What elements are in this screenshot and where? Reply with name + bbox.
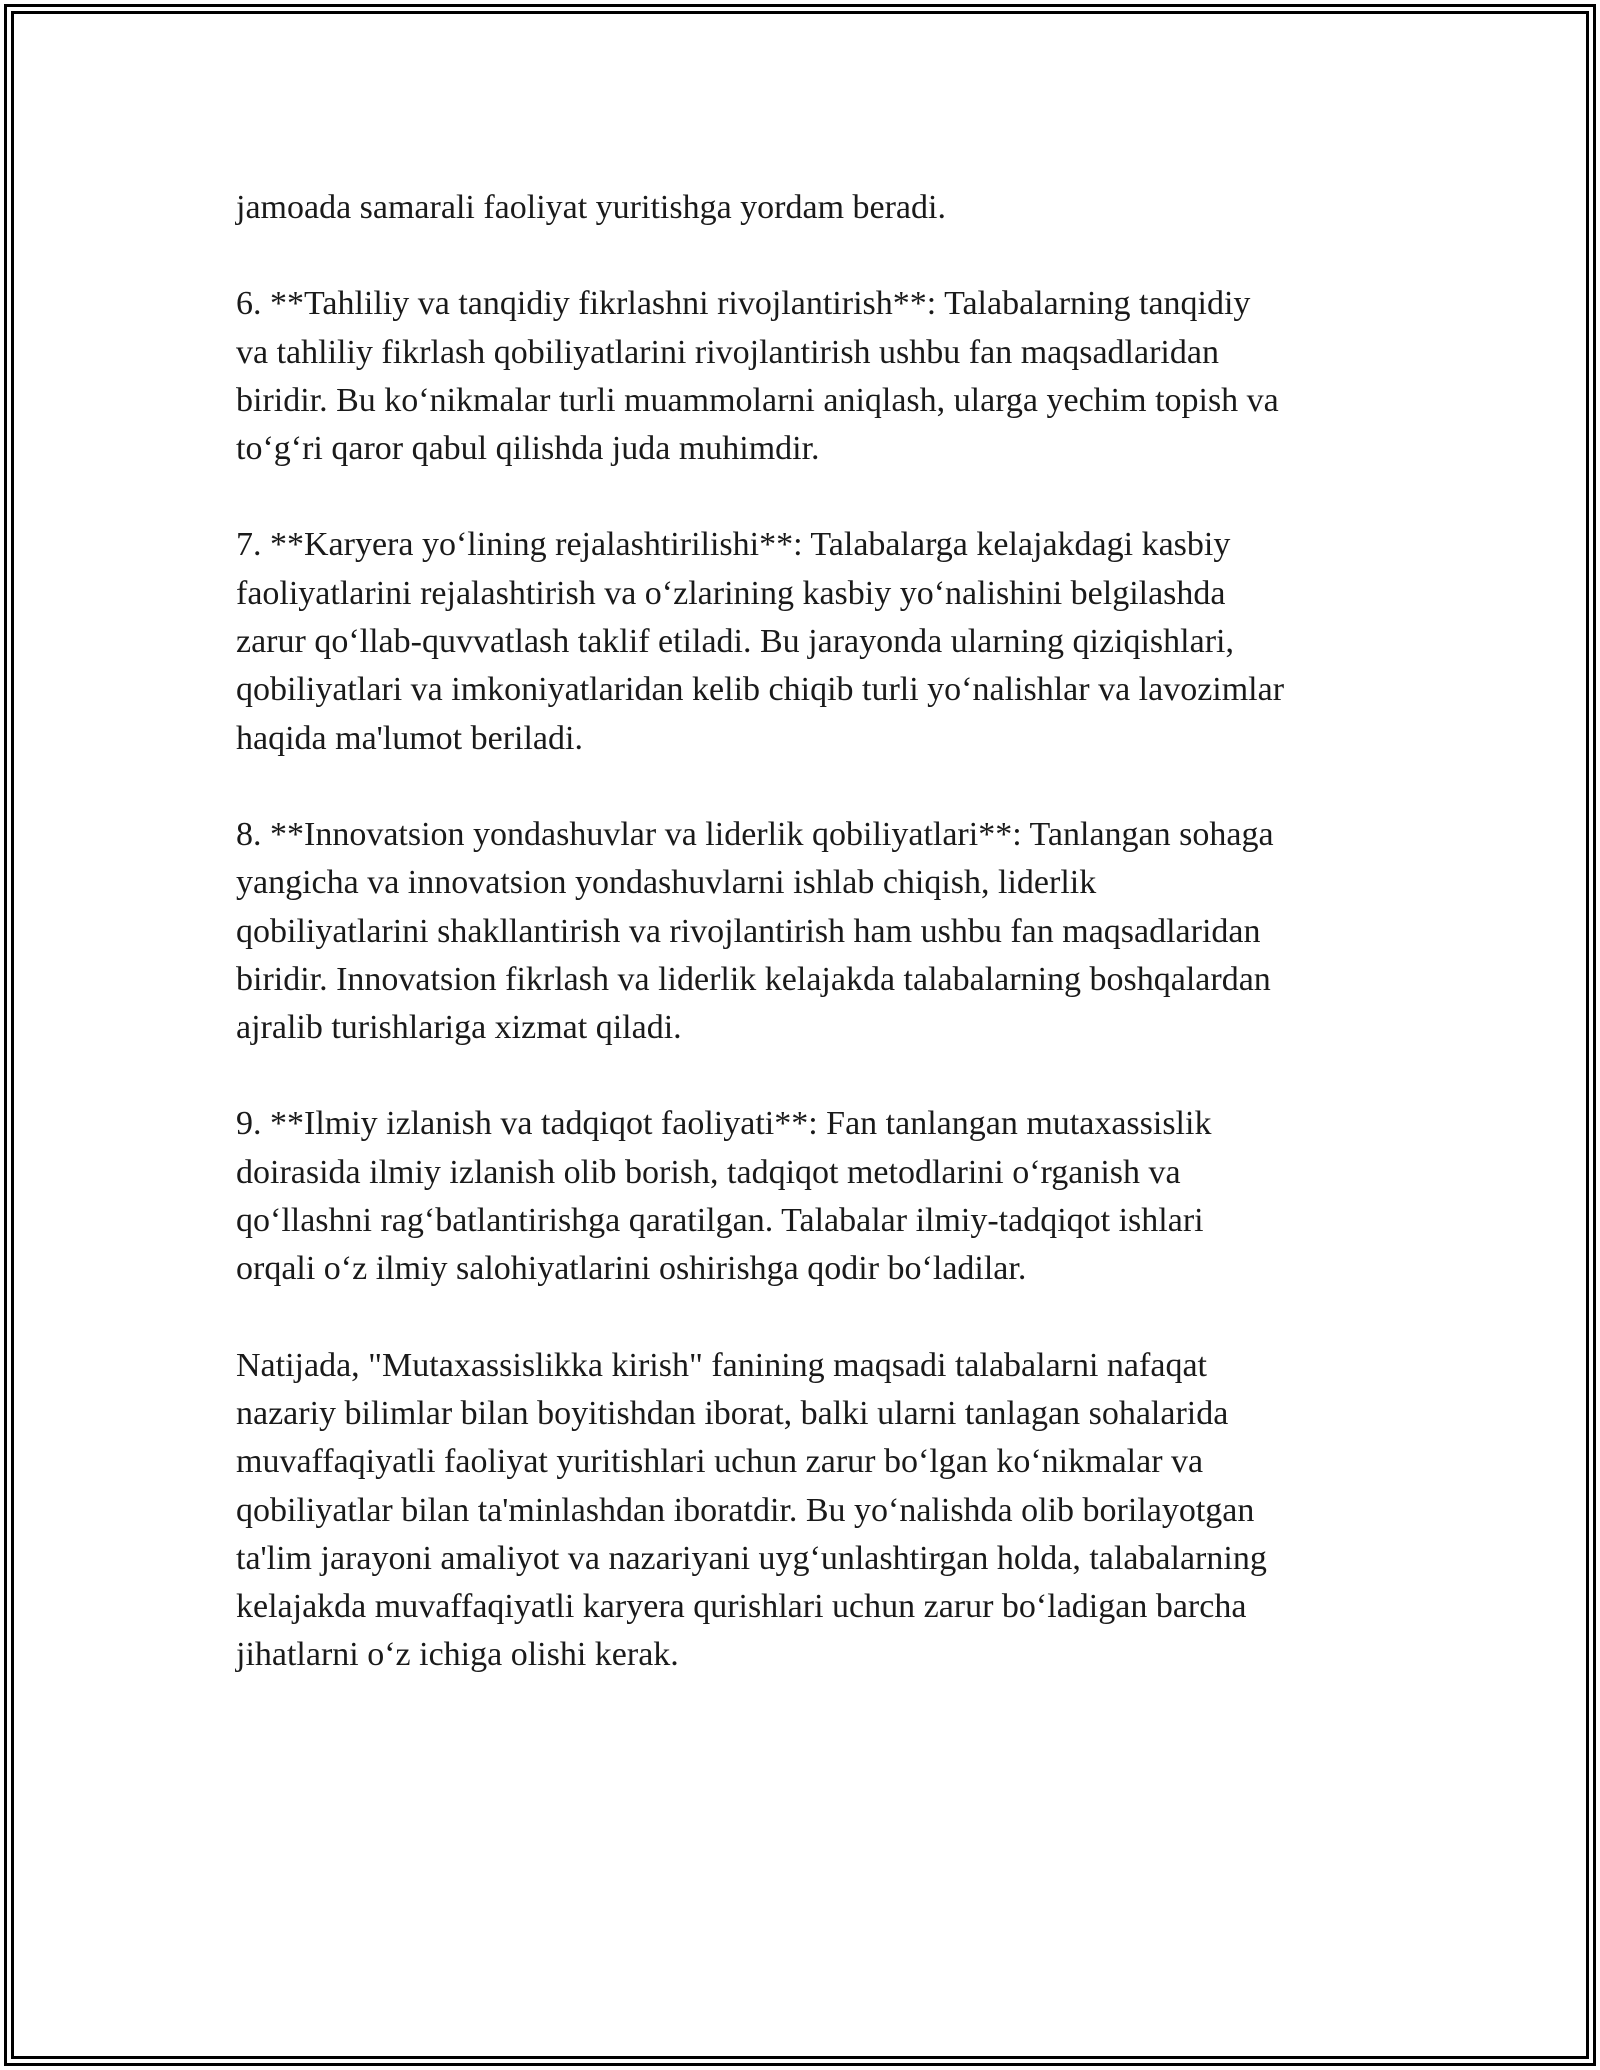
- document-body: [236, 184, 1376, 1728]
- paragraph-item-6: 6. **Tahliliy va tanqidiy fikrlashni rivojlantirish**: Talabalarning tanqidiy va tahliliy fikrlash qobiliyatlarini rivojlantirish ushbu fan maqsadlaridan biridir. Bu ko‘nikmalar turli muammolarni aniqlash, ularga yechim topish va to‘g‘ri qaror qabul qilishda juda muhimdir.: [236, 285, 1279, 468]
- paragraph-conclusion: Natijada, "Mutaxassislikka kirish" fanining maqsadi talabalarni nafaqat nazariy bilimlar bilan boyitishdan iborat, balki ularni tanlagan sohalarida muvaffaqiyatli faoliyat yuritishlari uchun zarur bo‘lgan ko‘nikmalar va qobiliyatlar bilan ta'minlashdan iboratdir. Bu yo‘nalishda olib borilayotgan ta'lim jarayoni amaliyot va nazariyani uyg‘unlashtirgan holda, talabalarning kelajakda muvaffaqiyatli karyera qurishlari uchun zarur bo‘ladigan barcha jihatlarni o‘z ichiga olishi kerak.: [236, 1346, 1267, 1674]
- paragraph-item-8: 8. **Innovatsion yondashuvlar va liderlik qobiliyatlari**: Tanlangan sohaga yangicha va innovatsion yondashuvlarni ishlab chiqish, liderlik qobiliyatlarini shakllantirish va rivojlantirish ham ushbu fan maqsadlaridan biridir. Innovatsion fikrlash va liderlik kelajakda talabalarning boshqalardan ajralib turishlariga xizmat qiladi.: [236, 815, 1274, 1047]
- paragraph-item-9: 9. **Ilmiy izlanish va tadqiqot faoliyati**: Fan tanlangan mutaxassislik doirasida ilmiy izlanish olib borish, tadqiqot metodlarini o‘rganish va qo‘llashni rag‘batlantirishga qaratilgan. Talabalar ilmiy-tadqiqot ishlari orqali o‘z ilmiy salohiyatlarini oshirishga qodir bo‘ladilar.: [236, 1105, 1212, 1288]
- paragraph-intro-continuation: jamoada samarali faoliyat yuritishga yordam beradi.: [236, 189, 946, 226]
- paragraph-item-7: 7. **Karyera yo‘lining rejalashtirilishi**: Talabalarga kelajakdagi kasbiy faoliyatlarini rejalashtirish va o‘zlarining kasbiy yo‘nalishini belgilashda zarur qo‘llab-quvvatlash taklif etiladi. Bu jarayonda ularning qiziqishlari, qobiliyatlari va imkoniyatlaridan kelib chiqib turli yo‘nalishlar va lavozimlar haqida ma'lumot beriladi.: [236, 526, 1285, 757]
